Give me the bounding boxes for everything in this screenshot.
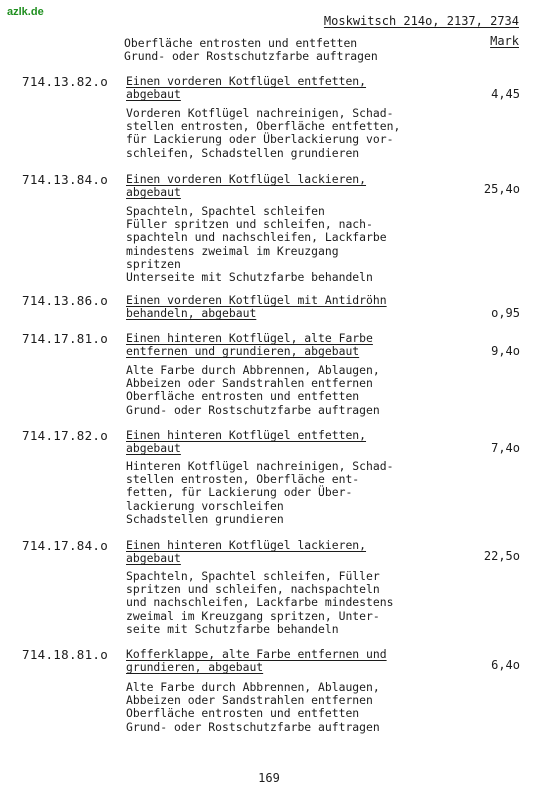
entry-description-line: spritzen: [126, 256, 181, 271]
entry-title-line: Einen hinteren Kotflügel, alte Farbe: [126, 331, 373, 345]
entry-title-line: behandeln, abgebaut: [126, 306, 257, 321]
entry-amount: o,95: [491, 306, 520, 320]
entry-description-line: zweimal im Kreuzgang spritzen, Unter-: [126, 608, 380, 623]
entry-title: [126, 539, 366, 565]
entry-title: [126, 332, 373, 358]
entry-title: [126, 429, 366, 455]
entry-title-line: abgebaut: [126, 185, 181, 200]
entry-amount: 9,4o: [491, 344, 520, 358]
entry-description-line: spachteln und nachschleifen, Lackfarbe: [126, 230, 387, 245]
entry-description: [126, 681, 380, 734]
entry-description: [126, 460, 393, 526]
entry-code: 714.17.82.o: [22, 428, 109, 443]
entry-description-line: Grund- oder Rostschutzfarbe auftragen: [126, 719, 380, 734]
entry-description-line: stellen entrosten, Oberfläche ent-: [126, 472, 360, 487]
watermark: azlk.de: [7, 6, 44, 18]
entry-description-line: seite mit Schutzfarbe behandeln: [126, 621, 339, 636]
entry-description-line: Spachteln, Spachtel schleifen, Füller: [126, 569, 380, 583]
entry-description: [126, 205, 387, 284]
entry-description-line: Füller spritzen und schleifen, nach-: [126, 217, 373, 232]
entry-title-line: Einen vorderen Kotflügel entfetten,: [126, 74, 367, 88]
entry-description-line: Schadstellen grundieren: [126, 511, 284, 526]
entry-description-line: spritzen und schleifen, nachspachteln: [126, 582, 380, 597]
entry-description-line: Abbeizen oder Sandstrahlen entfernen: [126, 693, 373, 708]
intro-text: [124, 37, 378, 63]
entry-description-line: mindestens zweimal im Kreuzgang: [126, 243, 339, 258]
entry-description-line: lackierung vorschleifen: [126, 498, 284, 513]
entry-code: 714.18.81.o: [22, 647, 109, 662]
header-model: Moskwitsch 214o, 2137, 2734: [323, 14, 519, 28]
entry-title-line: Kofferklappe, alte Farbe entfernen und: [126, 647, 387, 661]
entry-title: [126, 75, 366, 101]
intro-line: Grund- oder Rostschutzfarbe auftragen: [124, 49, 378, 64]
entry-title-line: grundieren, abgebaut: [126, 660, 264, 675]
entry-amount: 25,4o: [483, 182, 520, 196]
entry-description-line: Oberfläche entrosten und entfetten: [126, 706, 360, 721]
entry-description-line: Spachteln, Spachtel schleifen: [126, 204, 325, 218]
header-unit: Mark: [490, 34, 519, 48]
entry-title-line: Einen hinteren Kotflügel lackieren,: [126, 538, 367, 552]
entry-description-line: Alte Farbe durch Abbrennen, Ablaugen,: [126, 363, 380, 377]
entry-title-line: Einen vorderen Kotflügel mit Antidröhn: [126, 293, 387, 307]
entry-amount: 22,5o: [483, 549, 520, 563]
entry-code: 714.13.84.o: [22, 172, 109, 187]
entry-description-line: schleifen, Schadstellen grundieren: [126, 145, 360, 160]
entry-amount: 4,45: [491, 87, 520, 101]
entry-description-line: Grund- oder Rostschutzfarbe auftragen: [126, 402, 380, 417]
entry-code: 714.17.81.o: [22, 331, 109, 346]
entry-title-line: abgebaut: [126, 551, 181, 566]
entry-title-line: abgebaut: [126, 87, 181, 102]
entry-description: [126, 570, 393, 636]
entry-title-line: abgebaut: [126, 441, 181, 456]
entry-description-line: Unterseite mit Schutzfarbe behandeln: [126, 270, 373, 285]
entry-description-line: Alte Farbe durch Abbrennen, Ablaugen,: [126, 680, 380, 694]
entry-title-line: entfernen und grundieren, abgebaut: [126, 344, 360, 359]
entry-description-line: Oberfläche entrosten und entfetten: [126, 389, 360, 404]
entry-code: 714.13.82.o: [22, 74, 109, 89]
entry-title-line: Einen hinteren Kotflügel entfetten,: [126, 428, 367, 442]
page-number: 169: [258, 771, 280, 785]
entry-title: [126, 648, 387, 674]
entry-description-line: und nachschleifen, Lackfarbe mindestens: [126, 595, 394, 610]
entry-description-line: fetten, für Lackierung oder Über-: [126, 485, 353, 500]
entry-title: [126, 173, 366, 199]
entry-description: [126, 364, 380, 417]
entry-title: [126, 294, 387, 320]
intro-line: Oberfläche entrosten und entfetten: [124, 36, 358, 50]
entry-description-line: Hinteren Kotflügel nachreinigen, Schad-: [126, 459, 394, 473]
entry-description-line: stellen entrosten, Oberfläche entfetten,: [126, 119, 401, 134]
entry-description-line: für Lackierung oder Überlackierung vor-: [126, 132, 394, 147]
entry-code: 714.17.84.o: [22, 538, 109, 553]
entry-description-line: Vorderen Kotflügel nachreinigen, Schad-: [126, 106, 394, 120]
entry-description-line: Abbeizen oder Sandstrahlen entfernen: [126, 376, 373, 391]
entry-amount: 6,4o: [491, 658, 520, 672]
entry-code: 714.13.86.o: [22, 293, 109, 308]
entry-title-line: Einen vorderen Kotflügel lackieren,: [126, 172, 367, 186]
entry-description: [126, 107, 400, 160]
entry-amount: 7,4o: [491, 441, 520, 455]
